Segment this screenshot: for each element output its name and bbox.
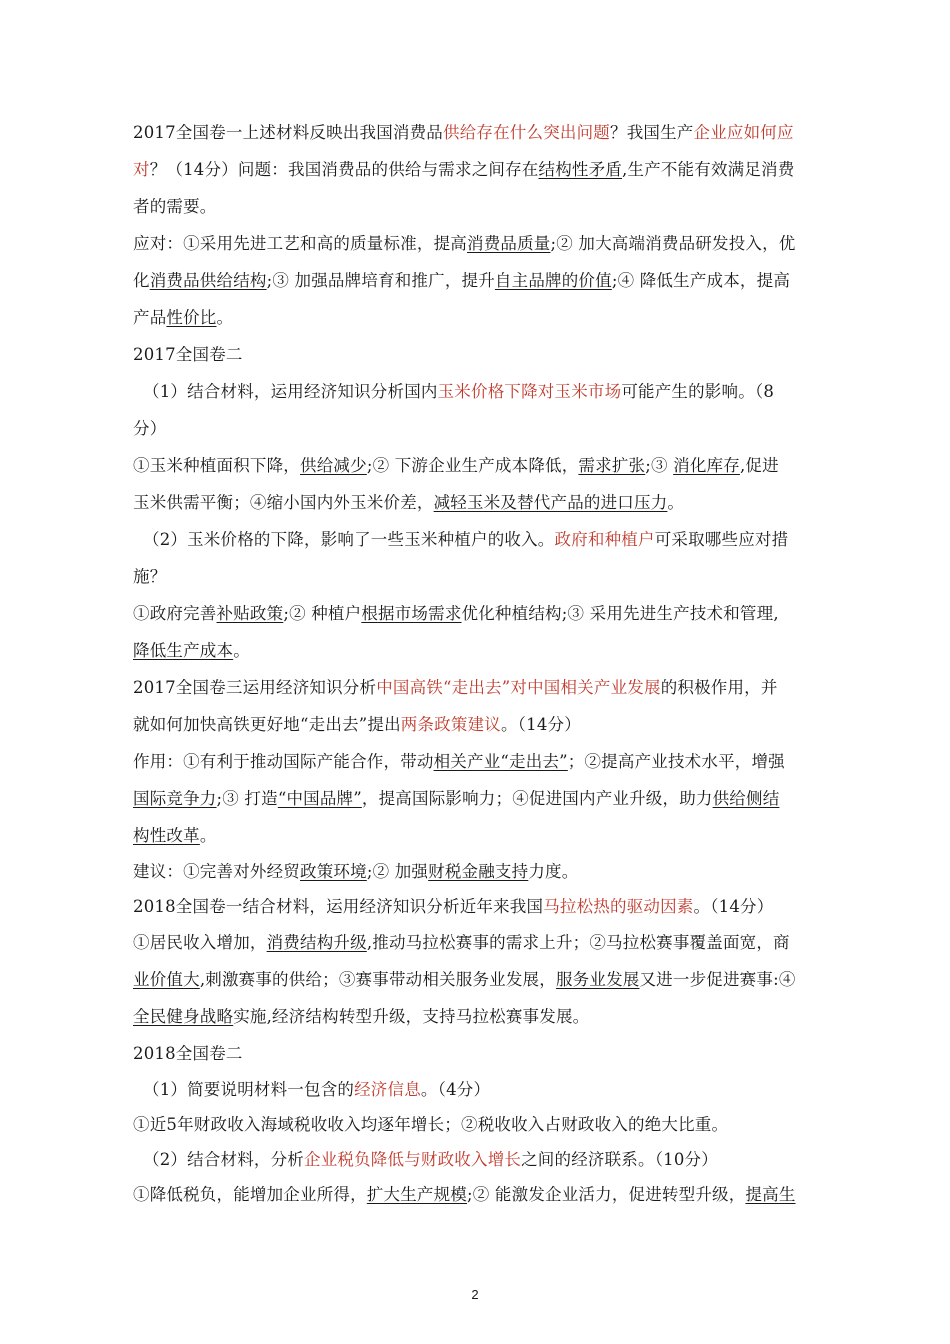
text: ;② 种植户 <box>283 604 362 623</box>
highlight: 中国高铁“走出去”对中国相关产业发展 <box>376 678 661 697</box>
text: ;③ 打造 <box>216 789 278 808</box>
text: 。 <box>199 826 217 845</box>
text: 就如何加快高铁更好地“走出去”提出 <box>133 715 401 734</box>
answer-line <box>133 854 818 889</box>
question-line <box>133 706 818 743</box>
question-2017-national-3 <box>133 669 818 706</box>
text: 2017全国卷三运用经济知识分析 <box>133 678 377 697</box>
text: 。（14分） <box>693 897 774 916</box>
text: ①居民收入增加， <box>133 933 267 952</box>
text: ？我国生产 <box>610 123 694 142</box>
key-term: 性价比 <box>166 308 217 327</box>
text: ①近5年财政收入海域税收收入均逐年增长；②税收收入占财政收入的绝大比重。 <box>133 1115 729 1134</box>
text: 的积极作用，并 <box>660 678 778 697</box>
answer-line <box>133 817 818 854</box>
answer-line <box>133 961 818 998</box>
text: ？（14分）问题：我国消费品的供给与需求之间存在 <box>149 160 539 179</box>
text: ;② 能激发企业活力，促进转型升级， <box>467 1185 746 1204</box>
text: 。 <box>233 641 250 660</box>
sub-question-1 <box>133 373 818 410</box>
text: 实施,经济结构转型升级，支持马拉松赛事发展。 <box>233 1007 590 1026</box>
text: ;② 加强 <box>366 862 429 881</box>
text: 。 <box>216 308 234 327</box>
question-2018-national-1 <box>133 889 818 924</box>
text: ;③ <box>645 456 674 475</box>
page-number: 2 <box>471 1287 479 1302</box>
text: 可能产生的影响。（8 <box>621 382 775 401</box>
key-term: 减轻玉米及替代产品的进口压力 <box>433 493 668 512</box>
text: 2017全国卷二 <box>133 345 243 364</box>
key-term: 扩大生产规模 <box>366 1185 468 1204</box>
text: ;③ 加强品牌培育和推广，提升 <box>266 271 495 290</box>
key-term: 根据市场需求 <box>361 604 462 623</box>
text: 又进一步促进赛事:④ <box>639 970 796 989</box>
answer-line <box>133 262 818 299</box>
answer-line <box>133 1107 818 1142</box>
question-line <box>133 151 818 188</box>
key-term: 政策环境 <box>300 862 367 881</box>
text: （2）玉米价格的下降，影响了一些玉米种植户的收入。 <box>143 530 555 549</box>
text: 作用：①有利于推动国际产能合作，带动 <box>133 752 434 771</box>
answer-line <box>133 595 818 632</box>
text: ;④ 降低生产成本，提高 <box>611 271 791 290</box>
answer-line <box>133 743 818 780</box>
highlight: 玉米价格下降对玉米市场 <box>437 382 622 401</box>
text: 应对：①采用先进工艺和高的质量标准，提高 <box>133 234 467 253</box>
text: 化 <box>133 271 150 290</box>
text: ①降低税负，能增加企业所得， <box>133 1185 367 1204</box>
section-title-2018-national-2 <box>133 1035 818 1072</box>
text: ,刺激赛事的供给；③赛事带动相关服务业发展， <box>199 970 556 989</box>
text: ,推动马拉松赛事的需求上升；②马拉松赛事覆盖面宽，商 <box>366 933 790 952</box>
text: （2）结合材料，分析 <box>143 1150 304 1169</box>
key-term: 国际竞争力 <box>133 789 217 808</box>
answer-line <box>133 484 818 521</box>
highlight: 对 <box>133 160 150 179</box>
key-term: 需求扩张 <box>578 456 646 475</box>
text: 建议：①完善对外经贸 <box>133 862 300 881</box>
highlight: 两条政策建议 <box>400 715 501 734</box>
answer-line <box>133 447 818 484</box>
text: 分） <box>133 419 167 438</box>
key-term: 供给减少 <box>300 456 367 475</box>
text: 产品 <box>133 308 167 327</box>
answer-line <box>133 299 818 336</box>
text: 2018全国卷一结合材料，运用经济知识分析近年来我国 <box>133 897 544 916</box>
text: （1）简要说明材料一包含的 <box>143 1080 355 1099</box>
question-2017-national-1 <box>133 114 818 151</box>
key-term: 消费品质量 <box>467 234 551 253</box>
answer-line <box>133 225 818 262</box>
sub-question-2 <box>133 521 818 558</box>
highlight: 政府和种植户 <box>554 530 655 549</box>
text: 2018全国卷二 <box>133 1044 243 1063</box>
text: 2017全国卷一上述材料反映出我国消费品 <box>133 123 443 142</box>
section-title-2017-national-2 <box>133 336 818 373</box>
text: 。 <box>667 493 685 512</box>
key-term: 降低生产成本 <box>133 641 234 660</box>
key-term: 消费品供给结构 <box>149 271 267 290</box>
key-term: 服务业发展 <box>555 970 640 989</box>
text: 。（14分） <box>500 715 581 734</box>
key-term: 消化库存 <box>673 456 740 475</box>
document-body <box>133 114 818 1212</box>
text: 可采取哪些应对措 <box>654 530 789 549</box>
sub-question-line <box>133 410 818 447</box>
sub-question-line <box>133 558 818 595</box>
text: 。（4分） <box>420 1080 491 1099</box>
sub-question-1 <box>133 1072 818 1107</box>
highlight: 供给存在什么突出问题 <box>443 123 610 142</box>
key-term: “中国品牌” <box>277 789 362 808</box>
key-term: 业价值大 <box>133 970 200 989</box>
text: ，提高国际影响力；④促进国内产业升级，助力 <box>361 789 713 808</box>
key-term: 自主品牌的价值 <box>494 271 612 290</box>
highlight: 经济信息 <box>354 1080 421 1099</box>
text: 者的需要。 <box>133 197 217 216</box>
key-term: 全民健身战略 <box>133 1007 234 1026</box>
key-term: 补贴政策 <box>216 604 284 623</box>
text: 之间的经济联系。（10分） <box>521 1150 718 1169</box>
answer-line <box>133 632 818 669</box>
text: 玉米供需平衡；④缩小国内外玉米价差， <box>133 493 434 512</box>
text: ①玉米种植面积下降， <box>133 456 300 475</box>
key-term: 相关产业“走出去” <box>433 752 568 771</box>
highlight: 企业税负降低与财政收入增长 <box>304 1150 522 1169</box>
key-term: 供给侧结 <box>712 789 780 808</box>
key-term: 财税金融支持 <box>428 862 529 881</box>
highlight: 企业应如何应 <box>693 123 794 142</box>
key-term: 构性改革 <box>133 826 200 845</box>
answer-line <box>133 924 818 961</box>
text: ①政府完善 <box>133 604 217 623</box>
question-line <box>133 188 818 225</box>
text: 力度。 <box>528 862 579 881</box>
answer-line <box>133 998 818 1035</box>
text: （1）结合材料，运用经济知识分析国内 <box>143 382 438 401</box>
key-term: 结构性矛盾 <box>538 160 622 179</box>
highlight: 马拉松热的驱动因素 <box>543 897 694 916</box>
text: ;② 加大高端消费品研发投入，优 <box>550 234 796 253</box>
text: ；②提高产业技术水平，增强 <box>567 752 785 771</box>
text: 施？ <box>133 567 167 586</box>
text: ,促进 <box>739 456 779 475</box>
key-term: 消费结构升级 <box>266 933 367 952</box>
text: 优化种植结构;③ 采用先进生产技术和管理, <box>461 604 779 623</box>
sub-question-2 <box>133 1142 818 1177</box>
answer-line <box>133 1177 818 1212</box>
text: ;② 下游企业生产成本降低， <box>366 456 579 475</box>
answer-line <box>133 780 818 817</box>
text: ,生产不能有效满足消费 <box>622 160 795 179</box>
key-term: 提高生 <box>745 1185 796 1204</box>
